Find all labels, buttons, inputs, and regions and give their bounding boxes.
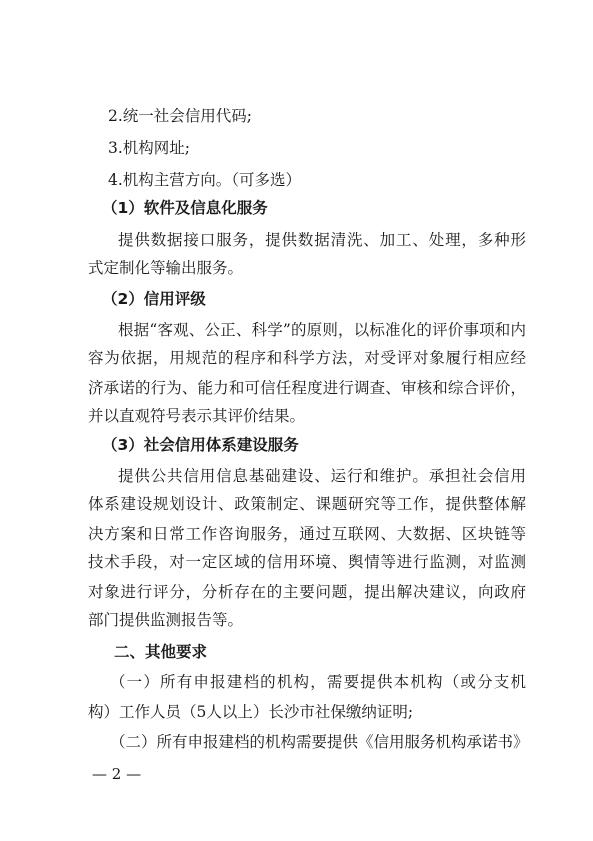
section-credit-system-line-2: 体系建设规划设计、政策制定、课题研究等工作，提供整体解 bbox=[88, 495, 526, 513]
item-main-direction: 4.机构主营方向。（可多选） bbox=[108, 171, 302, 189]
section-credit-system-line-4: 技术手段，对一定区域的信用环境、舆情等进行监测，对监测 bbox=[88, 553, 526, 571]
page-number: — 2 — bbox=[92, 765, 142, 783]
section-credit-system-line-1: 提供公共信用信息基础建设、运行和维护。承担社会信用 bbox=[118, 467, 526, 485]
section-software-line-1: 提供数据接口服务，提供数据清洗、加工、处理，多种形 bbox=[118, 231, 526, 249]
section-credit-system-line-3: 决方案和日常工作咨询服务，通过互联网、大数据、区块链等 bbox=[88, 525, 526, 543]
other-requirements-heading: 二、其他要求 bbox=[114, 643, 208, 661]
section-heading-software: （1）软件及信息化服务 bbox=[102, 199, 268, 217]
other-requirements-line-1: （一）所有申报建档的机构，需要提供本机构（或分支机 bbox=[110, 673, 526, 691]
other-requirements-line-2: 构）工作人员（5人以上）长沙市社保缴纳证明; bbox=[88, 703, 414, 721]
section-software-line-2: 式定制化等输出服务。 bbox=[88, 259, 244, 277]
section-heading-credit-system: （3）社会信用体系建设服务 bbox=[102, 436, 299, 454]
item-credit-code: 2.统一社会信用代码; bbox=[108, 107, 253, 125]
section-rating-line-4: 并以直观符号表示其评价结果。 bbox=[88, 407, 306, 425]
other-requirements-line-3: （二）所有申报建档的机构需要提供《信用服务机构承诺书》 bbox=[110, 733, 529, 751]
section-rating-line-2: 容为依据，用规范的程序和科学方法，对受评对象履行相应经 bbox=[88, 349, 526, 367]
section-rating-line-3: 济承诺的行为、能力和可信任程度进行调查、审核和综合评价， bbox=[88, 379, 526, 397]
section-credit-system-line-6: 部门提供监测报告等。 bbox=[88, 611, 244, 629]
section-rating-line-1: 根据“客观、公正、科学”的原则，以标准化的评价事项和内 bbox=[118, 321, 526, 339]
item-website: 3.机构网址; bbox=[108, 139, 191, 157]
section-credit-system-line-5: 对象进行评分，分析存在的主要问题，提出解决建议，向政府 bbox=[88, 583, 526, 601]
section-heading-rating: （2）信用评级 bbox=[102, 290, 206, 308]
